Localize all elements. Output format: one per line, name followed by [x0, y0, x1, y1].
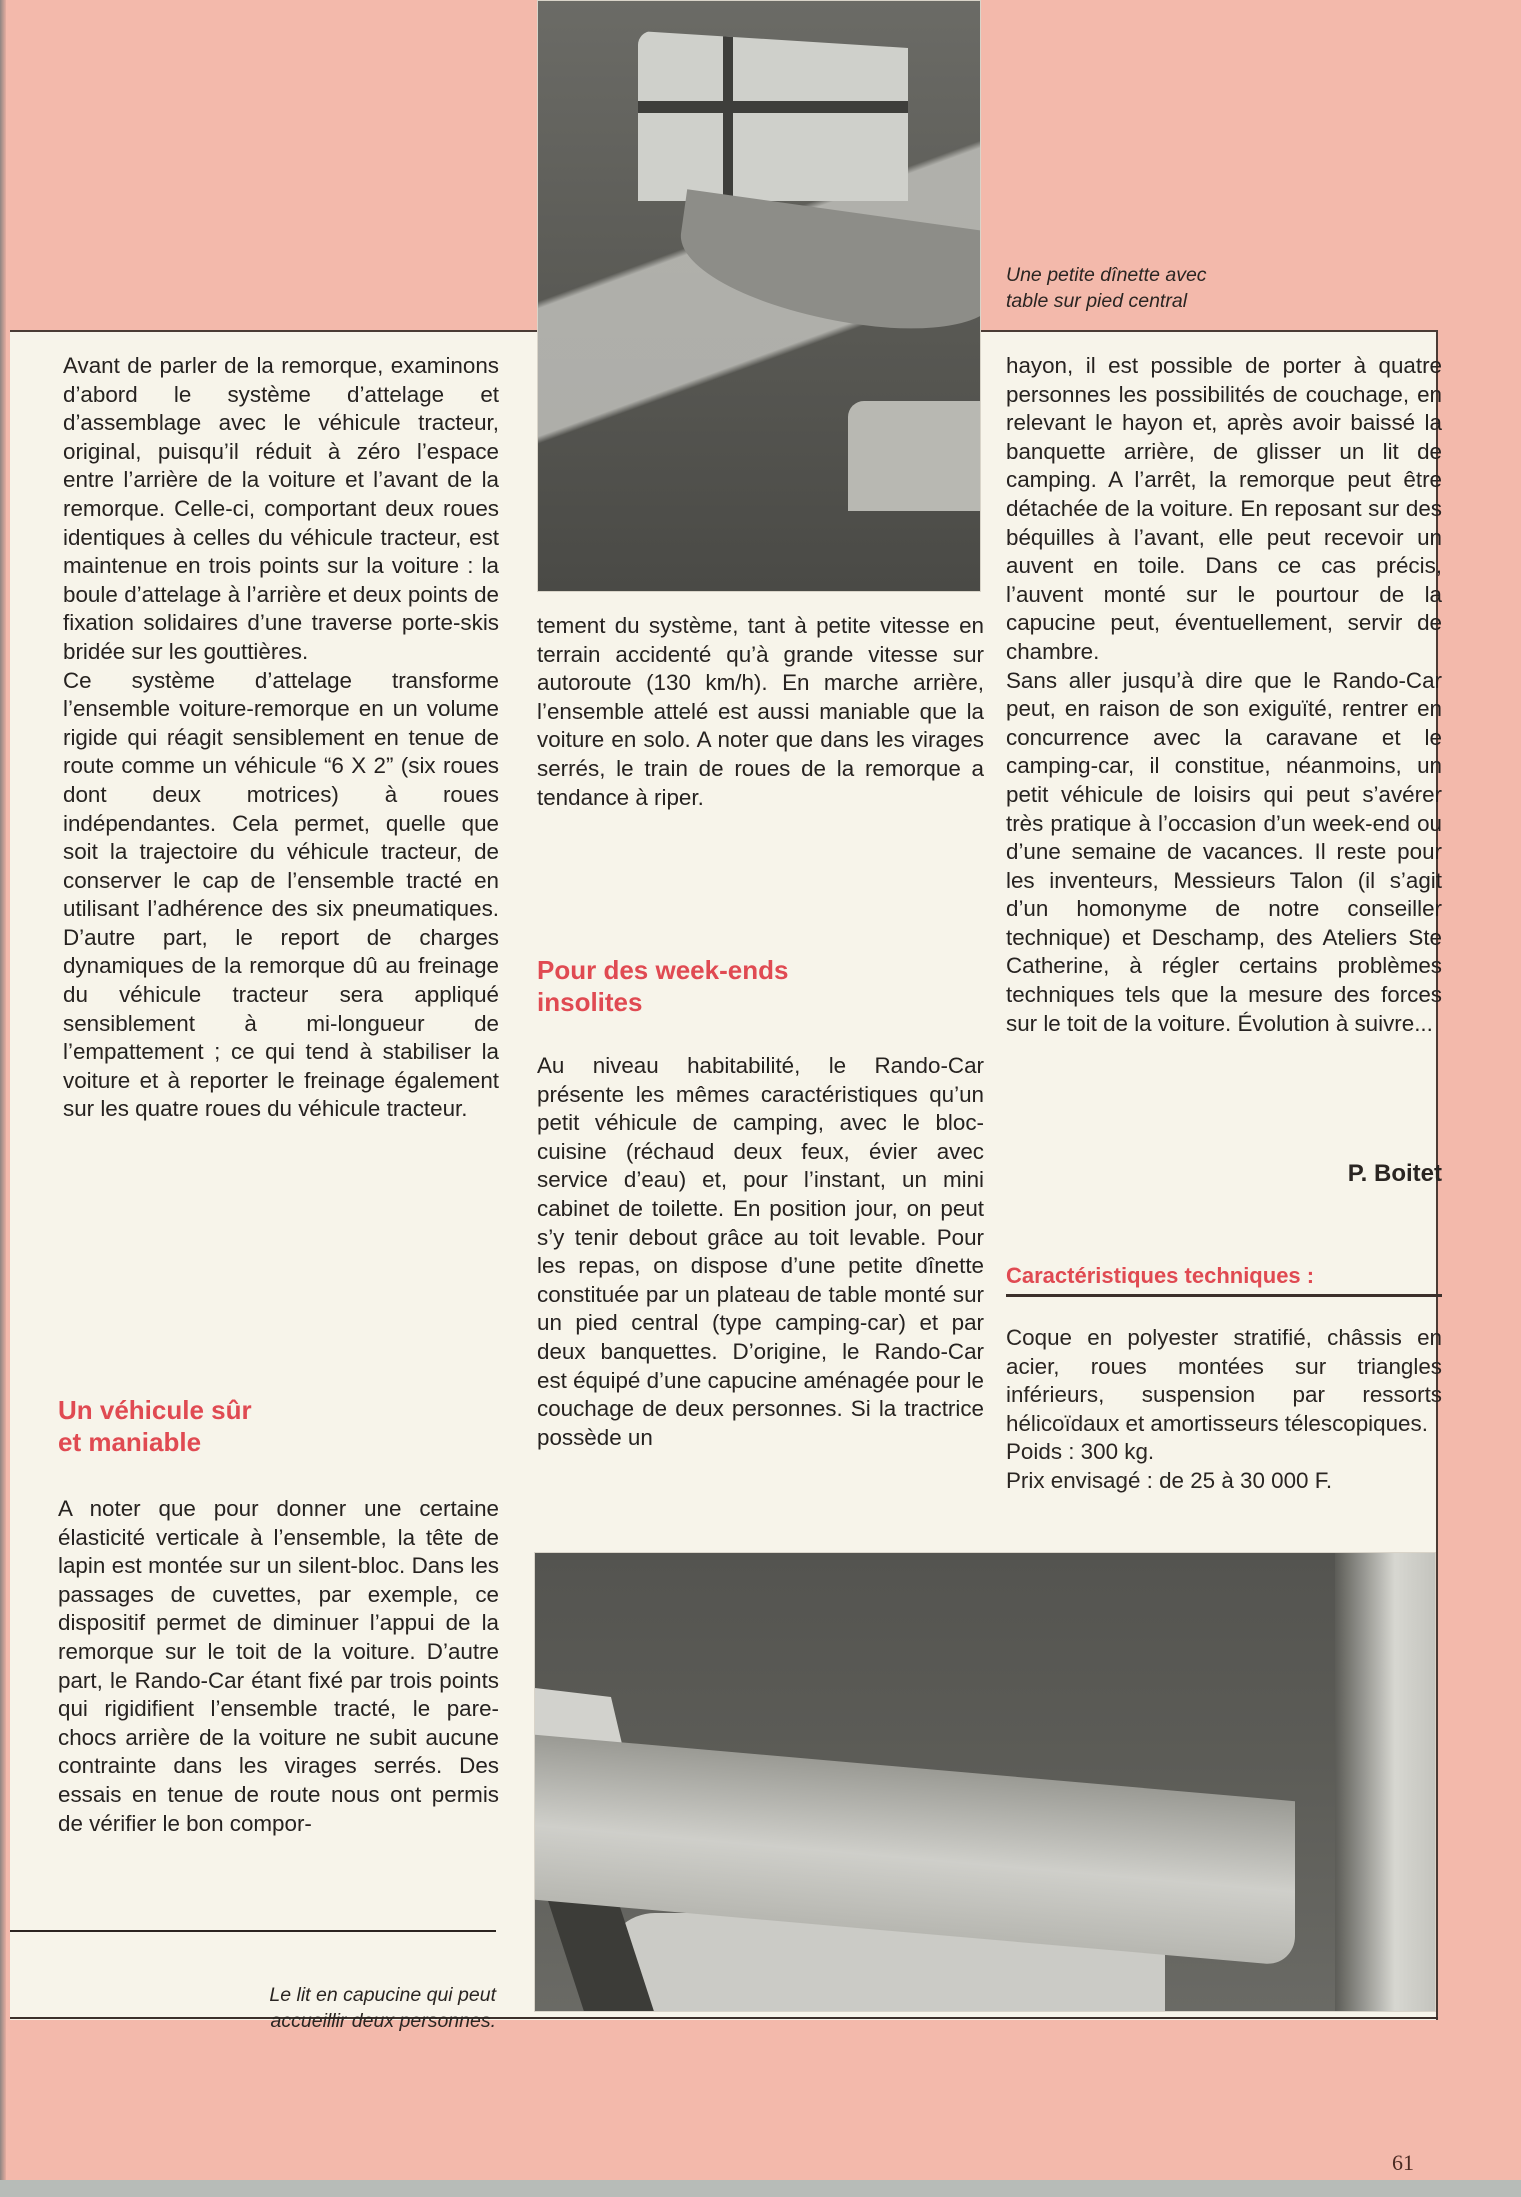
photo-dinette: [537, 0, 981, 592]
caption-bed-line-2: accueillir deux personnes.: [270, 2010, 496, 2032]
caption-dinette-line-1: Une petite dînette avec: [1006, 264, 1207, 286]
right-column-text: [1006, 352, 1442, 1038]
photo-wall-shape: [1335, 1553, 1435, 2011]
caption-dinette: [1006, 262, 1207, 314]
heading-line-2: et maniable: [58, 1427, 202, 1457]
author-byline: P. Boitet: [1347, 1160, 1442, 1187]
page-number: 61: [1392, 2150, 1414, 2175]
heading-week-ends: [537, 954, 788, 1018]
caption-dinette-line-2: table sur pied central: [1006, 290, 1188, 312]
caption-rule: [10, 1930, 496, 1932]
specs-price: Prix envisagé : de 25 à 30 000 F.: [1006, 1467, 1333, 1493]
scan-background: [0, 2180, 1521, 2197]
photo-seat-shape: [848, 401, 981, 511]
left-column-section: [58, 1495, 499, 1838]
paragraph: tement du système, tant à petite vitesse en terrain accidenté qu’à grande vitesse sur autoroute (130 km/h). En marche arrière, l’ensemble attelé est aussi maniable que la voiture en solo. A noter que dans les virages serrés, le train de roues de la remorque a tendance à riper.: [537, 613, 984, 810]
paragraph: Au niveau habitabilité, le Rando-Car présente les mêmes caractéristiques qu’un petit véhicule de camping, avec le bloc-cuisine (réchaud deux feux, évier avec service d’eau) et, pour l’instant, un mini cabinet de toilette. En position jour, on peut s’y tenir debout grâce au toit levable. Pour les repas, on dispose d’une petite dînette constituée par un plateau de table monté sur un pied central (type camping-car) et par deux banquettes. D’origine, le Rando-Car est équipé d’une capucine aménagée pour le couchage de deux personnes. Si la tractrice possède un: [537, 1053, 984, 1450]
specs-body: [1006, 1324, 1442, 1496]
caption-bed: [180, 1982, 496, 2034]
heading-line-1: Pour des week-ends: [537, 955, 789, 985]
middle-column-continuation: [537, 612, 984, 812]
paragraph: hayon, il est possible de porter à quatre personnes les possibilités de couchage, en relevant le hayon et, après avoir baissé la banquette arrière, de glisser un lit de camping. A l’arrêt, la remorque peut être détachée de la voiture. En reposant sur des béquilles à l’avant, elle peut recevoir un auvent en toile. Dans ce cas précis, l’auvent monté sur le pourtour de la capucine peut, éventuellement, servir de chambre.: [1006, 353, 1442, 664]
photo-window-shape: [638, 31, 908, 201]
page-binding-edge: [0, 0, 6, 2180]
left-column-intro: [63, 352, 499, 1124]
photo-capucine-bed: [534, 1552, 1436, 2012]
heading-line-1: Un véhicule sûr: [58, 1395, 252, 1425]
paragraph: A noter que pour donner une certaine élasticité verticale à l’ensemble, la tête de lapin est montée sur un silent-bloc. Dans les passages de cuvettes, par exemple, ce dispositif permet de diminuer l’appui de la remorque sur le toit de la voiture. D’autre part, le Rando-Car étant fixé par trois points qui rigidifient l’ensemble tracté, le pare-chocs arrière de la voiture ne subit aucune contrainte dans les virages serrés. Des essais en tenue de route nous ont permis de vérifier le bon compor-: [58, 1496, 499, 1836]
specs-title: Caractéristiques techniques :: [1006, 1262, 1442, 1297]
middle-column-section: [537, 1052, 984, 1452]
heading-vehicule-sur: [58, 1394, 252, 1458]
caption-bed-line-1: Le lit en capucine qui peut: [269, 1984, 496, 2006]
specs-description: Coque en polyester stratifié, châssis en acier, roues montées sur triangles inférieurs, suspension par ressorts hélicoïdaux et amortisseurs télescopiques.: [1006, 1325, 1442, 1436]
photo-table-shape: [672, 189, 981, 342]
paragraph: Ce système d’attelage transforme l’ensemble voiture-remorque en un volume rigide qui réagit sensiblement en tenue de route comme un véhicule “6 X 2” (six roues dont deux motrices) à roues indépendantes. Cela permet, quelle que soit la trajectoire du véhicule tracteur, de conserver le cap de l’ensemble tracté en utilisant l’adhérence des six pneumatiques. D’autre part, le report de charges dynamiques de la remorque dû au freinage du véhicule tracteur sera appliqué sensiblement à mi-longueur de l’empattement ; ce qui tend à stabiliser la voiture et à reporter le freinage également sur les quatre roues du véhicule tracteur.: [63, 667, 499, 1122]
paragraph: Sans aller jusqu’à dire que le Rando-Car peut, en raison de son exiguïté, rentrer en concurrence avec la caravane et le camping-car, il constitue, néanmoins, un petit véhicule de loisirs qui peut s’avérer très pratique à l’occasion d’un week-end ou d’une semaine de vacances. Il reste pour les inventeurs, Messieurs Talon (il s’agit d’un homonyme de notre conseiller technique) et Deschamp, des Ateliers Ste Catherine, à régler certains problèmes techniques tels que la mesure des forces sur le toit de la voiture. Évolution à suivre...: [1006, 667, 1442, 1036]
specs-weight: Poids : 300 kg.: [1006, 1439, 1155, 1465]
paragraph: Avant de parler de la remorque, examinons d’abord le système d’attelage et d’assemblage avec le véhicule tracteur, original, puisqu’il réduit à zéro l’espace entre l’arrière de la voiture et l’avant de la remorque. Celle-ci, comportant deux roues identiques à celles du véhicule tracteur, est maintenue en trois points sur la voiture : la boule d’attelage à l’arrière et deux points de fixation solidaires d’une traverse porte-skis bridée sur les gouttières.: [63, 353, 499, 664]
heading-line-2: insolites: [537, 987, 643, 1017]
